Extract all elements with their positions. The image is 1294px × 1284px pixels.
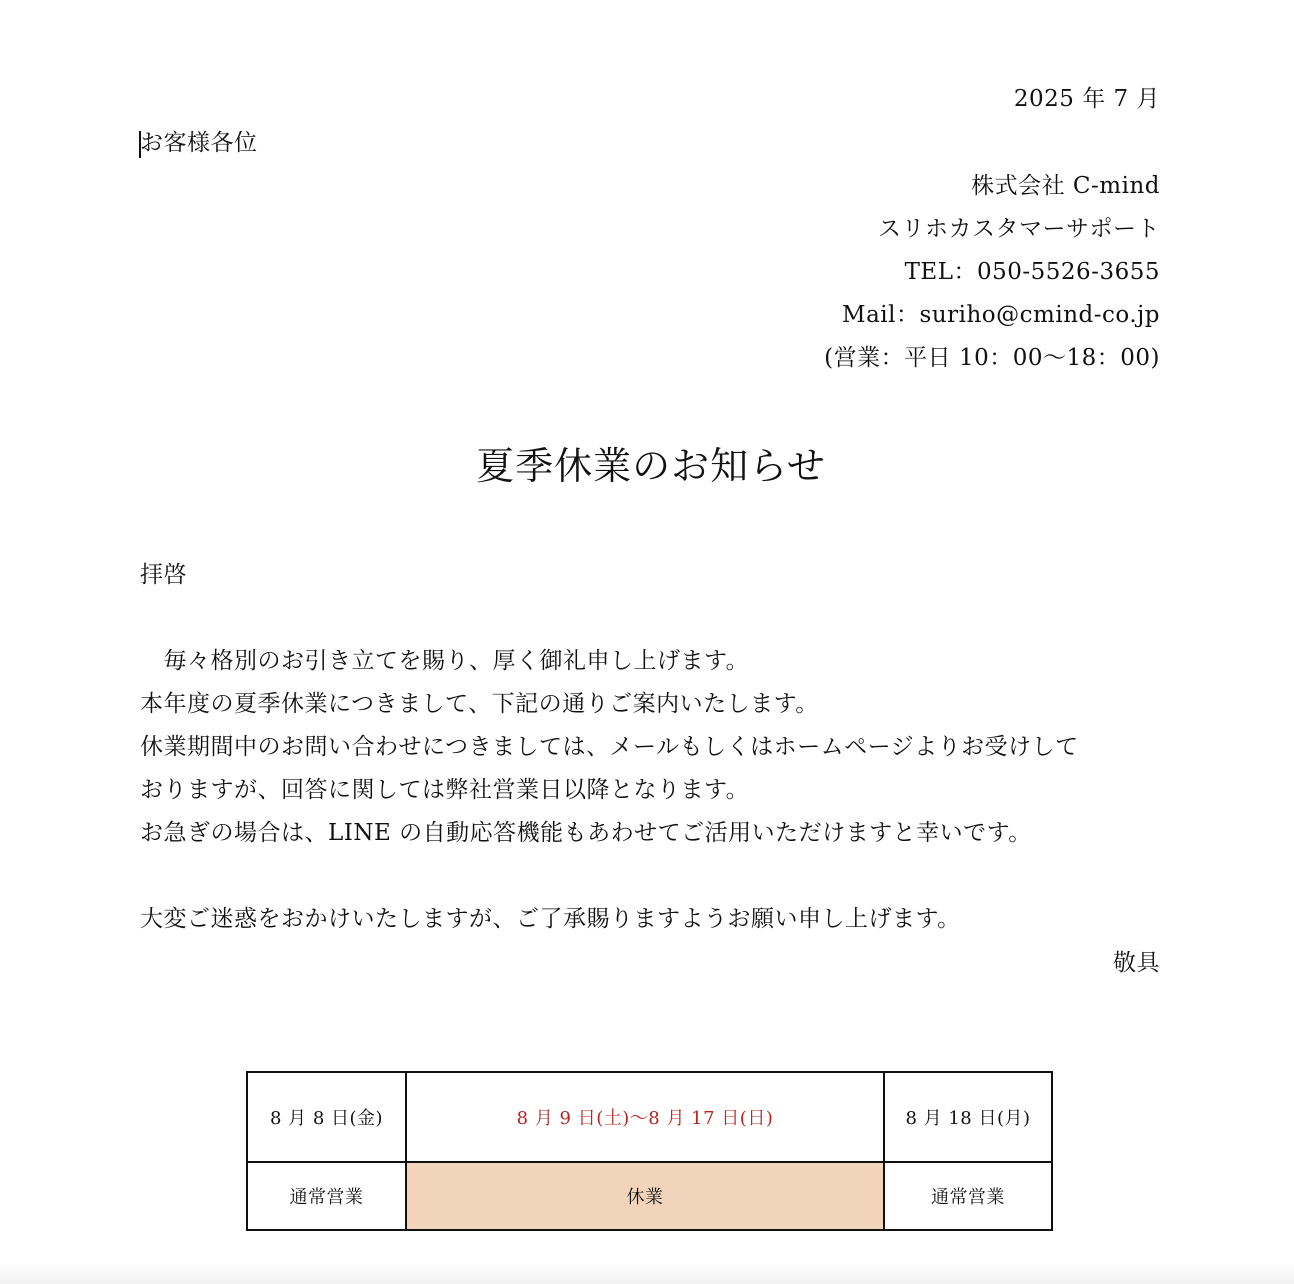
document-title: 夏季休業のお知らせ (476, 444, 826, 488)
holiday-period: 8 月 9 日(土)〜8 月 17 日(日) (406, 1072, 884, 1162)
body-line-3: 休業期間中のお問い合わせにつきましては、メールもしくはホームページよりお受けして (140, 734, 1079, 760)
status-after-holiday: 通常営業 (884, 1162, 1052, 1230)
holiday-schedule-table (246, 1071, 1053, 1231)
body-line-1: 毎々格別のお引き立てを賜り、厚く御礼申し上げます。 (140, 648, 750, 674)
date-after-holiday: 8 月 18 日(月) (884, 1072, 1052, 1162)
status-holiday: 休業 (406, 1162, 884, 1230)
department-name: スリホカスタマーサポート (878, 216, 1160, 242)
body-line-4: おりますが、回答に関しては弊社営業日以降となります。 (140, 777, 750, 803)
opening-salutation: 拝啓 (140, 562, 187, 588)
page-bottom-edge (0, 1262, 1294, 1284)
apology-line: 大変ご迷惑をおかけいたしますが、ご了承賜りますようお願い申し上げます。 (140, 906, 961, 932)
contact-tel: TEL：050-5526-3655 (904, 259, 1160, 285)
status-before-holiday: 通常営業 (247, 1162, 406, 1230)
closing-salutation: 敬具 (1113, 950, 1160, 976)
body-line-5: お急ぎの場合は、LINE の自動応答機能もあわせてご活用いただけますと幸いです。 (140, 820, 1032, 846)
document-date: 2025 年 7 月 (1013, 86, 1160, 112)
date-before-holiday: 8 月 8 日(金) (247, 1072, 406, 1162)
business-hours: (営業：平日 10：00〜18：00) (824, 345, 1160, 371)
company-name: 株式会社 C-mind (971, 173, 1160, 199)
contact-mail: Mail：suriho@cmind-co.jp (842, 302, 1160, 328)
schedule-status-row (247, 1162, 1052, 1230)
schedule-date-row (247, 1072, 1052, 1162)
addressee: お客様各位 (140, 130, 258, 156)
body-line-2: 本年度の夏季休業につきまして、下記の通りご案内いたします。 (140, 691, 819, 717)
